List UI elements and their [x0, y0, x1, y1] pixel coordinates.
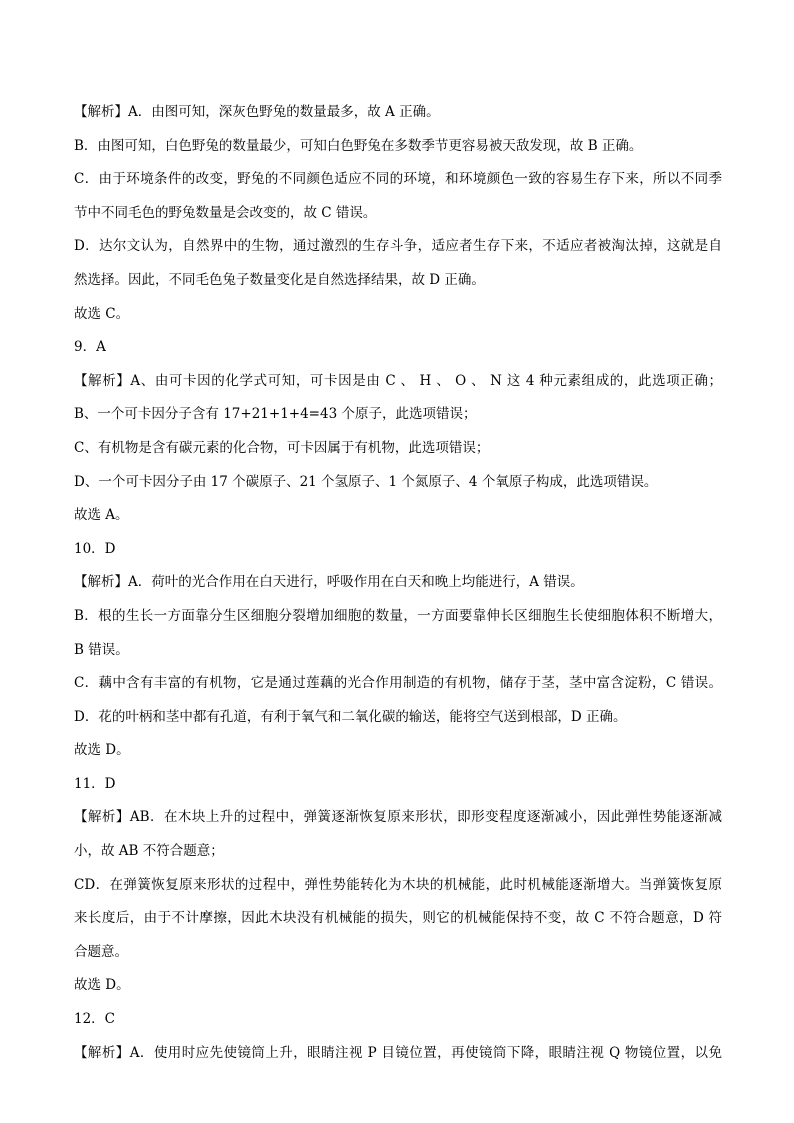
text-line: 故选 C。 — [74, 305, 130, 322]
text-line: 节中不同毛色的野兔数量是会改变的，故 C 错误。 — [74, 204, 377, 221]
text-line: 【解析】A．荷叶的光合作用在白天进行，呼吸作用在白天和晚上均能进行，A 错误。 — [74, 574, 584, 591]
text-line: D．达尔文认为，自然界中的生物，通过激烈的生存斗争，适应者生存下来，不适应者被淘汰掉，这就是自 — [74, 238, 722, 255]
text-line: C．由于环境条件的改变，野兔的不同颜色适应不同的环境，和环境颜色一致的容易生存下来，所以不同季 — [74, 171, 722, 188]
text-line: 故选 A。 — [74, 507, 129, 524]
document-body — [74, 96, 722, 1070]
text-line: 【解析】AB．在木块上升的过程中，弹簧逐渐恢复原来形状，即形变程度逐渐减小，因此弹性势能逐渐减 — [74, 809, 722, 826]
text-line: C．藕中含有丰富的有机物，它是通过莲藕的光合作用制造的有机物，储存于茎，茎中富含淀粉，C 错误。 — [74, 675, 722, 692]
text-line: 【解析】A．由图可知，深灰色野兔的数量最多，故 A 正确。 — [74, 104, 440, 120]
text-line: B、一个可卡因分子含有 17+21+1+4=43 个原子，此选项错误； — [74, 406, 477, 423]
text-line: 小，故 AB 不符合题意； — [74, 843, 224, 860]
text-line: CD．在弹簧恢复原来形状的过程中，弹性势能转化为木块的机械能，此时机械能逐渐增大。当弹簧恢复原 — [74, 876, 722, 893]
text-line: 故选 D。 — [74, 977, 130, 994]
text-line: B．由图可知，白色野兔的数量最少，可知白色野兔在多数季节更容易被天敌发现，故 B 正确。 — [74, 137, 643, 154]
text-line: 合题意。 — [74, 943, 128, 960]
text-line: 来长度后，由于不计摩擦，因此木块没有机械能的损失，则它的机械能保持不变，故 C 不符合题意，D 符 — [74, 910, 722, 927]
text-line: 12．C — [74, 1011, 116, 1028]
text-line: 11．D — [74, 775, 116, 792]
text-line: C、有机物是含有碳元素的化合物，可卡因属于有机物，此选项错误； — [74, 439, 490, 456]
text-line: B 错误。 — [74, 641, 129, 658]
text-line: 10．D — [74, 540, 116, 557]
text-line: B．根的生长一方面靠分生区细胞分裂增加细胞的数量，一方面要靠伸长区细胞生长使细胞体积不断增大， — [74, 607, 722, 624]
text-line: D．花的叶柄和茎中都有孔道，有利于氧气和二氧化碳的输送，能将空气送到根部，D 正确。 — [74, 708, 627, 725]
text-line: 然选择。因此，不同毛色兔子数量变化是自然选择结果，故 D 正确。 — [74, 271, 485, 288]
text-line: 9．A — [74, 339, 106, 356]
text-line: 【解析】A．使用时应先使镜筒上升，眼睛注视 P 目镜位置，再使镜筒下降，眼睛注视 Q 物镜位置，以免 — [74, 1044, 722, 1061]
text-line: 故选 D。 — [74, 742, 130, 759]
text-line: 【解析】A、由可卡因的化学式可知，可卡因是由 C 、 H 、 O 、 N 这 4 种元素组成的，此选项正确； — [74, 372, 722, 389]
text-line: D、一个可卡因分子由 17 个碳原子、21 个氢原子、1 个氮原子、4 个氧原子构成，此选项错误。 — [74, 473, 658, 490]
